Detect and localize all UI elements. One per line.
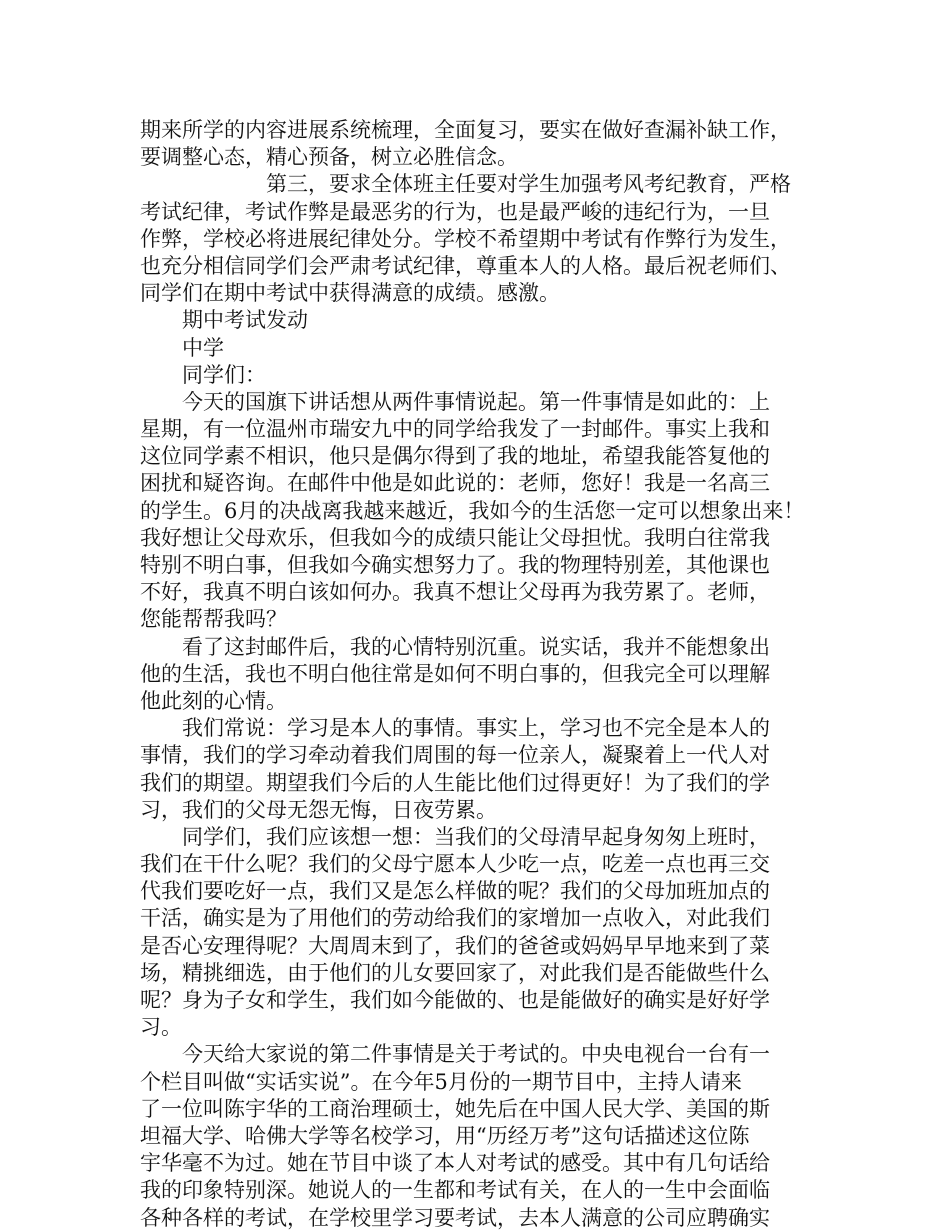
text-line: 是否心安理得呢？大周周末到了，我们的爸爸或妈妈早早地来到了菜 bbox=[140, 933, 770, 958]
text-line: 呢？身为子女和学生，我们如今能做的、也是能做好的确实是好好学 bbox=[140, 988, 770, 1012]
text-line: 考试纪律，考试作弊是最恶劣的行为，也是最严峻的违纪行为，一旦 bbox=[140, 199, 770, 224]
text-line: 中学 bbox=[140, 335, 224, 360]
text-line: 同学们： bbox=[140, 362, 266, 387]
text-line: 我好想让父母欢乐，但我如今的成绩只能让父母担忧。我明白往常我 bbox=[140, 525, 770, 550]
text-line: 坦福大学、哈佛大学等名校学习，用“历经万考”这句话描述这位陈 bbox=[140, 1123, 750, 1148]
text-line: 习，我们的父母无怨无悔，日夜劳累。 bbox=[140, 797, 497, 822]
body-text bbox=[140, 117, 828, 1232]
text-line: 今天的国旗下讲话想从两件事情说起。第一件事情是如此的：上 bbox=[140, 389, 770, 414]
text-line: 事情，我们的学习牵动着我们周围的每一位亲人，凝聚着上一代人对 bbox=[140, 743, 770, 768]
text-line: 也充分相信同学们会严肃考试纪律，尊重本人的人格。最后祝老师们、 bbox=[140, 253, 791, 278]
text-line: 个栏目叫做“实话实说”。在今年5月份的一期节目中，主持人请来 bbox=[140, 1069, 742, 1094]
text-line: 第三，要求全体班主任要对学生加强考风考纪教育，严格 bbox=[140, 172, 791, 197]
text-line: 他的生活，我也不明白他往常是如何不明白事的，但我完全可以理解 bbox=[140, 661, 770, 686]
text-line: 干活，确实是为了用他们的劳动给我们的家增加一点收入，对此我们 bbox=[140, 906, 770, 931]
text-line: 我们的期望。期望我们今后的人生能比他们过得更好！为了我们的学 bbox=[140, 770, 770, 795]
text-line: 了一位叫陈宇华的工商治理硕士，她先后在中国人民大学、美国的斯 bbox=[140, 1096, 770, 1121]
text-line: 宇华毫不为过。她在节目中谈了本人对考试的感受。其中有几句话给 bbox=[140, 1151, 770, 1176]
text-line: 期中考试发动 bbox=[140, 308, 308, 333]
text-line: 期来所学的内容进展系统梳理，全面复习，要实在做好查漏补缺工作， bbox=[140, 118, 791, 142]
text-line: 今天给大家说的第二件事情是关于考试的。中央电视台一台有一 bbox=[140, 1042, 770, 1067]
text-line: 困扰和疑咨询。在邮件中他是如此说的：老师，您好！我是一名高三 bbox=[140, 471, 770, 496]
text-line: 的学生。6月的决战离我越来越近，我如今的生活您一定可以想象出来！ bbox=[140, 498, 805, 523]
text-line: 代我们要吃好一点，我们又是怎么样做的呢？我们的父母加班加点的 bbox=[140, 879, 770, 904]
text-line: 您能帮帮我吗？ bbox=[140, 607, 287, 632]
text-line: 我们常说：学习是本人的事情。事实上，学习也不完全是本人的 bbox=[140, 716, 770, 741]
text-line: 星期，有一位温州市瑞安九中的同学给我发了一封邮件。事实上我和 bbox=[140, 417, 770, 442]
text-line: 不好，我真不明白该如何办。我真不想让父母再为我劳累了。老师， bbox=[140, 580, 770, 605]
text-line: 作弊，学校必将进展纪律处分。学校不希望期中考试有作弊行为发生， bbox=[140, 226, 791, 251]
text-line: 特别不明白事，但我如今确实想努力了。我的物理特别差，其他课也 bbox=[140, 553, 770, 577]
text-line: 习。 bbox=[140, 1015, 182, 1040]
text-line: 我的印象特别深。她说人的一生都和考试有关，在人的一生中会面临 bbox=[140, 1178, 770, 1203]
text-line: 场，精挑细选，由于他们的儿女要回家了，对此我们是否能做些什么 bbox=[140, 960, 770, 985]
text-line: 他此刻的心情。 bbox=[140, 688, 287, 713]
text-line: 要调整心态，精心预备，树立必胜信念。 bbox=[140, 145, 518, 170]
text-line: 同学们，我们应该想一想：当我们的父母清早起身匆匆上班时， bbox=[140, 824, 770, 849]
text-line: 这位同学素不相识，他只是偶尔得到了我的地址，希望我能答复他的 bbox=[140, 444, 770, 469]
text-line: 各种各样的考试，在学校里学习要考试，去本人满意的公司应聘确实 bbox=[140, 1205, 770, 1230]
text-line: 我们在干什么呢？我们的父母宁愿本人少吃一点，吃差一点也再三交 bbox=[140, 852, 770, 877]
text-line: 看了这封邮件后，我的心情特别沉重。说实话，我并不能想象出 bbox=[140, 634, 770, 659]
text-line: 同学们在期中考试中获得满意的成绩。感激。 bbox=[140, 281, 560, 306]
